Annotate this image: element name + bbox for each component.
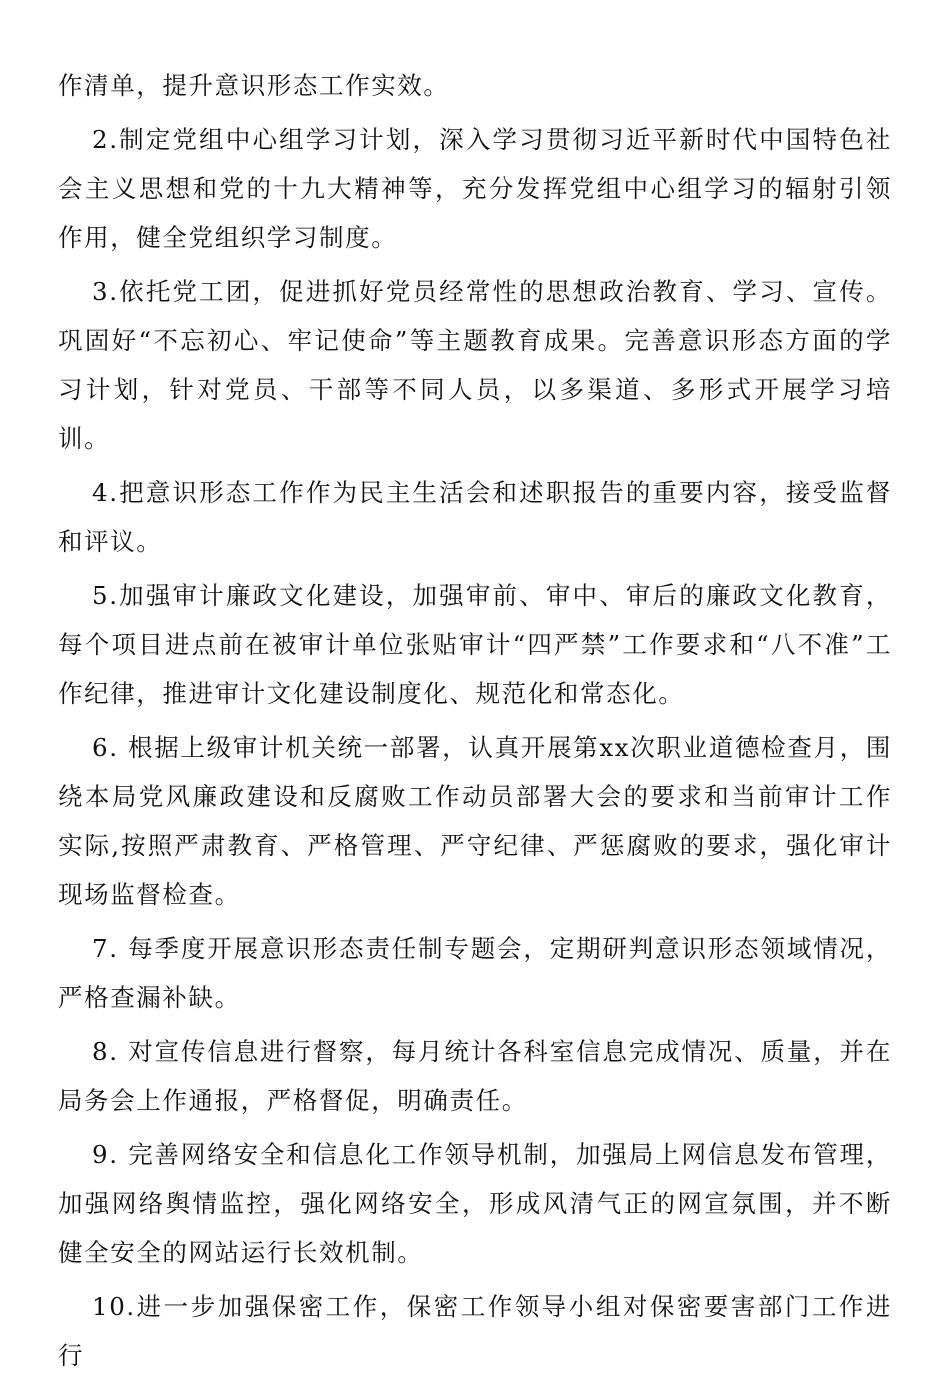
paragraph-item-4: 4.把意识形态工作作为民主生活会和述职报告的重要内容，接受监督和评议。	[58, 478, 892, 556]
paragraph-item-5: 5.加强审计廉政文化建设，加强审前、审中、审后的廉政文化教育，每个项目进点前在被审计单位张贴审计“四严禁”工作要求和“八不准”工作纪律，推进审计文化建设制度化、规范化和常态化。	[58, 581, 892, 708]
paragraph-item-7: 7. 每季度开展意识形态责任制专题会，定期研判意识形态领域情况，严格查漏补缺。	[58, 934, 892, 1012]
paragraph-item-9: 9. 完善网络安全和信息化工作领导机制，加强局上网信息发布管理，加强网络舆情监控，强化网络安全，形成风清气正的网宣氛围，并不断健全安全的网站运行长效机制。	[58, 1140, 892, 1267]
paragraph-item-2: 2.制定党组中心组学习计划，深入学习贯彻习近平新时代中国特色社会主义思想和党的十九大精神等，充分发挥党组中心组学习的辐射引领作用，健全党组织学习制度。	[58, 125, 892, 252]
paragraph-item-8: 8. 对宣传信息进行督察，每月统计各科室信息完成情况、质量，并在局务会上作通报，严格督促，明确责任。	[58, 1037, 892, 1115]
paragraph-item-3: 3.依托党工团，促进抓好党员经常性的思想政治教育、学习、宣传。巩固好“不忘初心、牢记使命”等主题教育成果。完善意识形态方面的学习计划，针对党员、干部等不同人员，以多渠道、多形式开展学习培训。	[58, 277, 892, 453]
paragraph-continuation: 作清单，提升意识形态工作实效。	[58, 71, 450, 100]
paragraph-item-10: 10.进一步加强保密工作，保密工作领导小组对保密要害部门工作进行	[58, 1292, 892, 1370]
paragraph-item-6: 6. 根据上级审计机关统一部署，认真开展第xx次职业道德检查月，围绕本局党风廉政建设和反腐败工作动员部署大会的要求和当前审计工作实际,按照严肃教育、严格管理、严守纪律、严惩腐败的要求，强化审计现场监督检查。	[58, 733, 892, 909]
